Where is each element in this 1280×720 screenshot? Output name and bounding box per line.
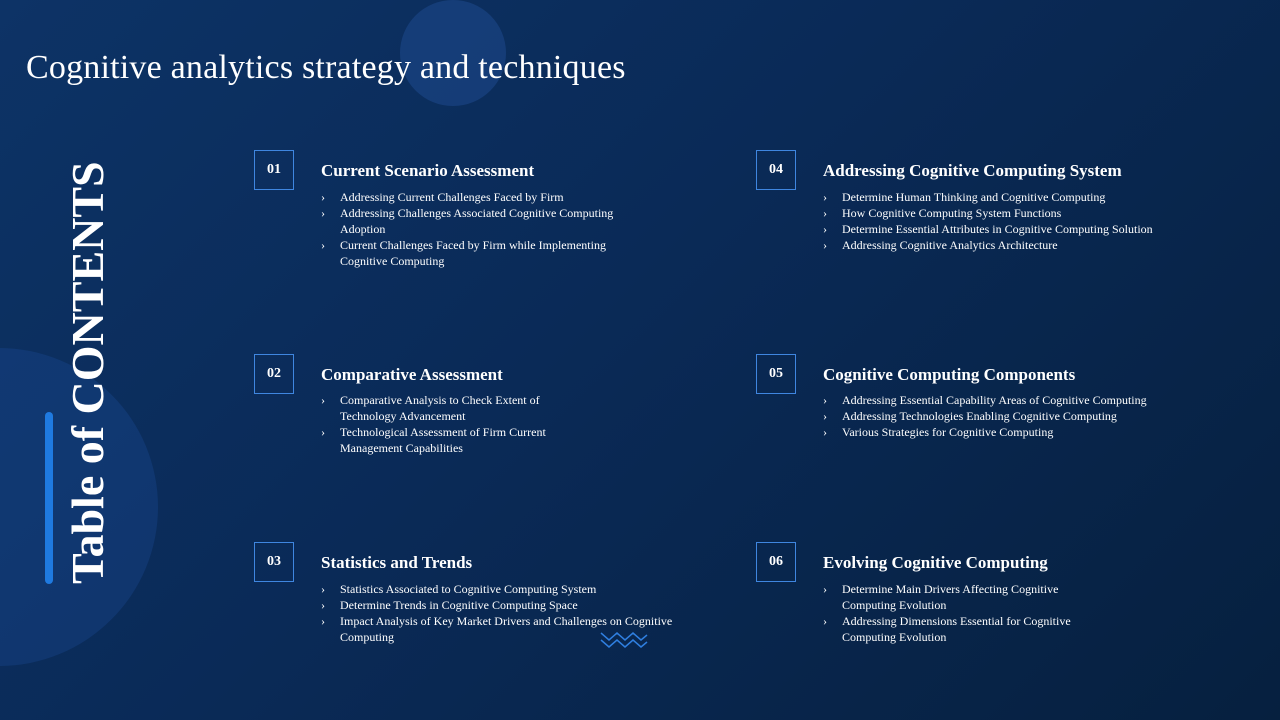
section-list bbox=[321, 189, 651, 269]
section-number-box: 03 bbox=[254, 542, 294, 582]
section-number-box: 02 bbox=[254, 354, 294, 394]
section-heading: Comparative Assessment bbox=[321, 365, 503, 384]
chevron-right-icon: › bbox=[321, 190, 325, 204]
side-accent-bar bbox=[45, 412, 53, 584]
list-item bbox=[823, 221, 1263, 237]
side-title: Table of CONTENTS bbox=[62, 161, 113, 584]
section-heading: Statistics and Trends bbox=[321, 553, 473, 572]
chevron-right-icon: › bbox=[823, 206, 827, 220]
section-number-box: 04 bbox=[756, 150, 796, 190]
chevron-right-icon: › bbox=[823, 238, 827, 252]
section-list bbox=[823, 581, 1113, 645]
list-item-text: Determine Human Thinking and Cognitive Computing bbox=[842, 190, 1106, 204]
page-title: Cognitive analytics strategy and techniques bbox=[26, 48, 626, 86]
list-item bbox=[823, 408, 1243, 424]
list-item-text: Addressing Essential Capability Areas of Cognitive Computing bbox=[842, 393, 1147, 407]
chevron-right-icon: › bbox=[823, 614, 827, 628]
list-item bbox=[321, 205, 651, 237]
list-item-text: Various Strategies for Cognitive Computing bbox=[842, 425, 1054, 439]
section-heading: Cognitive Computing Components bbox=[823, 365, 1076, 384]
list-item bbox=[321, 189, 651, 205]
list-item-text: Current Challenges Faced by Firm while Implementing Cognitive Computing bbox=[340, 238, 606, 268]
section-number-box: 06 bbox=[756, 542, 796, 582]
chevron-right-icon: › bbox=[823, 190, 827, 204]
list-item bbox=[321, 392, 576, 424]
chevron-right-icon: › bbox=[321, 238, 325, 252]
list-item bbox=[321, 424, 576, 456]
section-list bbox=[321, 392, 576, 456]
list-item bbox=[823, 189, 1263, 205]
section-heading: Current Scenario Assessment bbox=[321, 161, 535, 180]
chevron-right-icon: › bbox=[321, 393, 325, 407]
list-item bbox=[823, 205, 1263, 221]
list-item bbox=[823, 581, 1113, 613]
list-item-text: Determine Main Drivers Affecting Cognitive Computing Evolution bbox=[842, 582, 1059, 612]
list-item-text: Comparative Analysis to Check Extent of Technology Advancement bbox=[340, 393, 540, 423]
list-item bbox=[823, 424, 1243, 440]
list-item-text: Addressing Challenges Associated Cognitive Computing Adoption bbox=[340, 206, 614, 236]
chevron-right-icon: › bbox=[823, 222, 827, 236]
chevron-right-icon: › bbox=[321, 206, 325, 220]
list-item bbox=[321, 237, 651, 269]
chevron-right-icon: › bbox=[823, 409, 827, 423]
chevron-right-icon: › bbox=[321, 614, 325, 628]
section-number-box: 01 bbox=[254, 150, 294, 190]
section-list bbox=[321, 581, 716, 645]
list-item bbox=[823, 613, 1113, 645]
list-item-text: Impact Analysis of Key Market Drivers and Challenges on Cognitive Computing bbox=[340, 614, 673, 644]
section-list bbox=[823, 392, 1243, 440]
list-item-text: Addressing Dimensions Essential for Cognitive Computing Evolution bbox=[842, 614, 1071, 644]
chevron-right-icon: › bbox=[823, 582, 827, 596]
list-item bbox=[823, 237, 1263, 253]
list-item-text: Technological Assessment of Firm Current Management Capabilities bbox=[340, 425, 546, 455]
list-item-text: How Cognitive Computing System Functions bbox=[842, 206, 1062, 220]
list-item-text: Addressing Technologies Enabling Cognitive Computing bbox=[842, 409, 1117, 423]
chevron-right-icon: › bbox=[321, 598, 325, 612]
section-number-box: 05 bbox=[756, 354, 796, 394]
list-item bbox=[321, 597, 716, 613]
list-item bbox=[823, 392, 1243, 408]
chevron-right-icon: › bbox=[823, 393, 827, 407]
section-heading: Evolving Cognitive Computing bbox=[823, 553, 1048, 572]
list-item bbox=[321, 581, 716, 597]
list-item-text: Addressing Cognitive Analytics Architecture bbox=[842, 238, 1058, 252]
list-item-text: Addressing Current Challenges Faced by Firm bbox=[340, 190, 564, 204]
chevron-right-icon: › bbox=[321, 582, 325, 596]
list-item-text: Determine Essential Attributes in Cognitive Computing Solution bbox=[842, 222, 1153, 236]
section-list bbox=[823, 189, 1263, 253]
list-item-text: Determine Trends in Cognitive Computing Space bbox=[340, 598, 578, 612]
chevron-right-icon: › bbox=[823, 425, 827, 439]
section-heading: Addressing Cognitive Computing System bbox=[823, 161, 1122, 180]
chevron-right-icon: › bbox=[321, 425, 325, 439]
list-item bbox=[321, 613, 716, 645]
list-item-text: Statistics Associated to Cognitive Computing System bbox=[340, 582, 597, 596]
zigzag-decoration bbox=[600, 628, 648, 650]
